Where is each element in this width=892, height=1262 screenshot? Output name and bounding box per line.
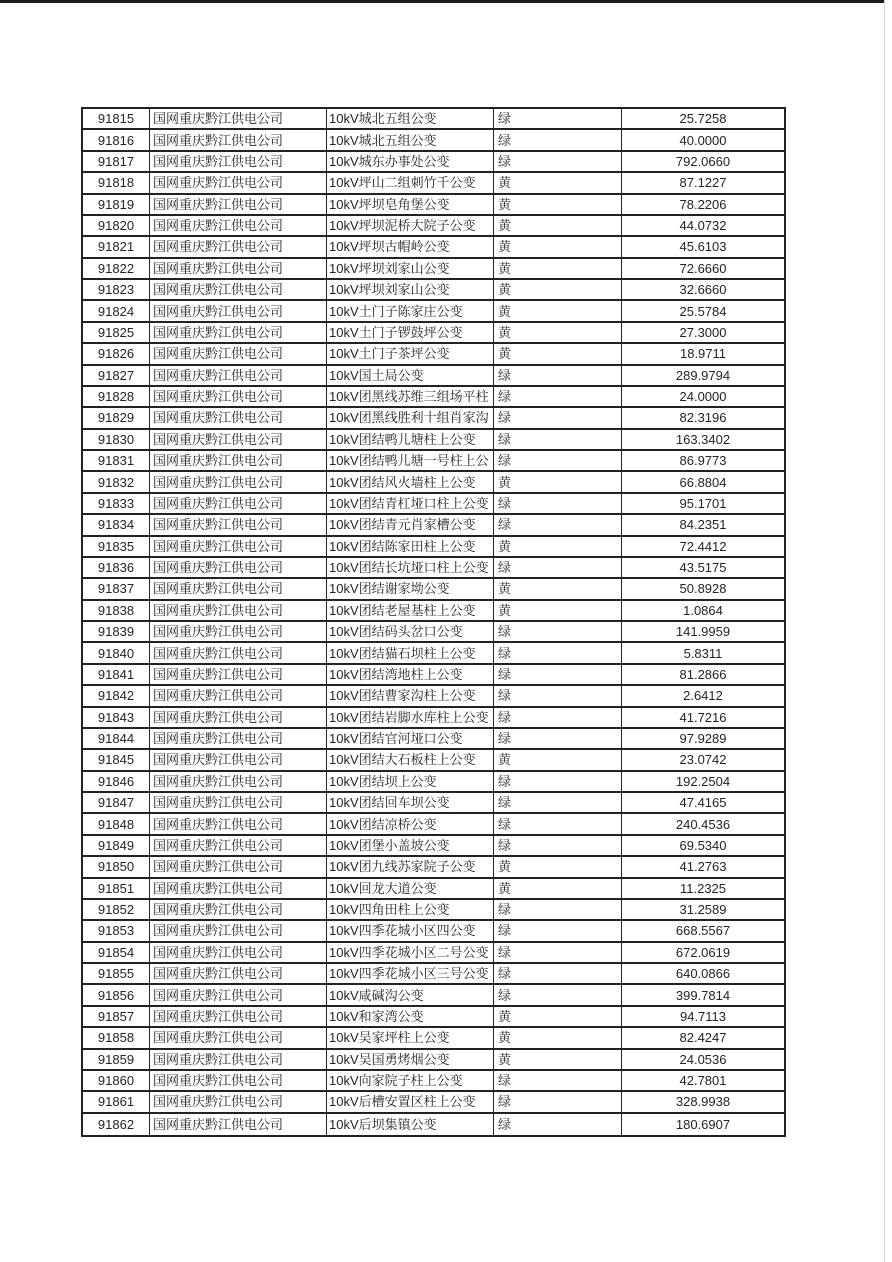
- cell-value: 18.9711: [679, 346, 727, 362]
- cell-company-name: 国网重庆黔江供电公司: [150, 301, 327, 320]
- table-row: [83, 921, 784, 942]
- table-row: [83, 130, 784, 151]
- cell-transformer-name: 10kV团结官河垭口公变: [329, 731, 463, 747]
- cell-row-id: 91826: [83, 344, 150, 363]
- table-row: [83, 237, 784, 258]
- table-row: [83, 943, 784, 964]
- cell-company-name: 国网重庆黔江供电公司: [150, 237, 327, 256]
- cell-company-name: 国网重庆黔江供电公司: [150, 921, 327, 940]
- cell-row-id: 91825: [83, 323, 150, 342]
- table-row: [83, 814, 784, 835]
- cell-company-name: 国网重庆黔江供电公司: [150, 643, 327, 662]
- table-row: [83, 985, 784, 1006]
- cell-row-id: 91845: [83, 750, 150, 769]
- table-row: [83, 836, 784, 857]
- cell-row-id: 91829: [83, 408, 150, 427]
- cell-transformer-name: 10kV城北五组公变: [329, 111, 437, 127]
- cell-row-id: 91851: [83, 879, 150, 898]
- cell-transformer-name: 10kV团结岩脚水库柱上公变: [329, 709, 489, 725]
- cell-status-color: 绿: [493, 900, 622, 919]
- cell-value: 11.2325: [679, 880, 727, 896]
- cell-company-name: 国网重庆黔江供电公司: [150, 836, 327, 855]
- cell-status-color: 绿: [493, 622, 622, 641]
- data-table: [81, 107, 786, 1137]
- cell-company-name: 国网重庆黔江供电公司: [150, 323, 327, 342]
- cell-status-color: 黄: [493, 301, 622, 320]
- cell-transformer-name: 10kV后坝集镇公变: [329, 1116, 437, 1132]
- cell-status-color: 黄: [493, 1007, 622, 1026]
- table-row: [83, 344, 784, 365]
- cell-value: 289.9794: [675, 367, 731, 383]
- cell-value: 86.9773: [679, 453, 727, 469]
- cell-value: 668.5567: [675, 923, 731, 939]
- cell-transformer-name: 10kV坪山二组刺竹千公变: [329, 175, 476, 191]
- cell-status-color: 绿: [493, 772, 622, 791]
- cell-company-name: 国网重庆黔江供电公司: [150, 729, 327, 748]
- table-row: [83, 1092, 784, 1113]
- cell-value: 180.6907: [675, 1116, 731, 1132]
- cell-value: 42.7801: [679, 1073, 727, 1089]
- cell-status-color: 绿: [493, 1092, 622, 1111]
- cell-row-id: 91858: [83, 1028, 150, 1047]
- cell-status-color: 绿: [493, 387, 622, 406]
- cell-status-color: 绿: [493, 408, 622, 427]
- table-row: [83, 665, 784, 686]
- cell-company-name: 国网重庆黔江供电公司: [150, 408, 327, 427]
- cell-status-color: 绿: [493, 130, 622, 149]
- cell-row-id: 91850: [83, 857, 150, 876]
- cell-company-name: 国网重庆黔江供电公司: [150, 109, 327, 128]
- cell-transformer-name: 10kV国土局公变: [329, 367, 424, 383]
- cell-status-color: 绿: [493, 515, 622, 534]
- table-row: [83, 879, 784, 900]
- cell-company-name: 国网重庆黔江供电公司: [150, 1071, 327, 1090]
- cell-transformer-name: 10kV土门子陈家庄公变: [329, 303, 463, 319]
- cell-value: 23.0742: [679, 752, 727, 768]
- cell-company-name: 国网重庆黔江供电公司: [150, 1028, 327, 1047]
- cell-status-color: 黄: [493, 857, 622, 876]
- cell-status-color: 绿: [493, 793, 622, 812]
- cell-value: 95.1701: [679, 495, 727, 511]
- cell-row-id: 91817: [83, 152, 150, 171]
- cell-transformer-name: 10kV团结鸭儿塘柱上公变: [329, 431, 476, 447]
- cell-row-id: 91849: [83, 836, 150, 855]
- cell-status-color: 绿: [493, 708, 622, 727]
- cell-value: 40.0000: [679, 132, 727, 148]
- cell-transformer-name: 10kV团结凉桥公变: [329, 816, 437, 832]
- cell-row-id: 91857: [83, 1007, 150, 1026]
- table-row: [83, 1007, 784, 1028]
- table-row: [83, 280, 784, 301]
- cell-status-color: 黄: [493, 216, 622, 235]
- cell-transformer-name: 10kV团堡小盖坡公变: [329, 837, 450, 853]
- cell-status-color: 绿: [493, 964, 622, 983]
- cell-value: 41.2763: [679, 859, 727, 875]
- cell-row-id: 91827: [83, 366, 150, 385]
- cell-transformer-name: 10kV四季花城小区三号公变: [329, 966, 489, 982]
- table-row: [83, 964, 784, 985]
- table-row: [83, 772, 784, 793]
- cell-value: 328.9938: [675, 1094, 731, 1110]
- cell-transformer-name: 10kV团黑线胜利十组肖家沟: [329, 410, 489, 426]
- cell-company-name: 国网重庆黔江供电公司: [150, 750, 327, 769]
- cell-row-id: 91861: [83, 1092, 150, 1111]
- cell-transformer-name: 10kV四角田柱上公变: [329, 902, 450, 918]
- cell-value: 72.4412: [679, 538, 727, 554]
- table-row: [83, 366, 784, 387]
- cell-status-color: 黄: [493, 259, 622, 278]
- cell-value: 82.4247: [679, 1030, 727, 1046]
- cell-company-name: 国网重庆黔江供电公司: [150, 515, 327, 534]
- table-row: [83, 643, 784, 664]
- cell-company-name: 国网重庆黔江供电公司: [150, 472, 327, 491]
- cell-row-id: 91833: [83, 494, 150, 513]
- cell-status-color: 黄: [493, 1028, 622, 1047]
- cell-row-id: 91822: [83, 259, 150, 278]
- table-row: [83, 900, 784, 921]
- table-row: [83, 301, 784, 322]
- table-row: [83, 430, 784, 451]
- cell-status-color: 绿: [493, 109, 622, 128]
- cell-company-name: 国网重庆黔江供电公司: [150, 900, 327, 919]
- cell-value: 87.1227: [679, 175, 727, 191]
- cell-company-name: 国网重庆黔江供电公司: [150, 964, 327, 983]
- cell-status-color: 绿: [493, 943, 622, 962]
- cell-value: 82.3196: [679, 410, 727, 426]
- cell-company-name: 国网重庆黔江供电公司: [150, 1050, 327, 1069]
- cell-company-name: 国网重庆黔江供电公司: [150, 152, 327, 171]
- table-row: [83, 173, 784, 194]
- table-row: [83, 708, 784, 729]
- cell-row-id: 91821: [83, 237, 150, 256]
- cell-status-color: 黄: [493, 323, 622, 342]
- cell-row-id: 91820: [83, 216, 150, 235]
- cell-status-color: 绿: [493, 665, 622, 684]
- cell-value: 141.9959: [675, 624, 731, 640]
- cell-row-id: 91853: [83, 921, 150, 940]
- cell-transformer-name: 10kV团结陈家田柱上公变: [329, 538, 476, 554]
- cell-company-name: 国网重庆黔江供电公司: [150, 814, 327, 833]
- cell-value: 192.2504: [675, 773, 731, 789]
- cell-value: 41.7216: [679, 709, 727, 725]
- cell-transformer-name: 10kV咸碱沟公变: [329, 987, 424, 1003]
- cell-value: 50.8928: [679, 581, 727, 597]
- cell-value: 44.0732: [679, 218, 727, 234]
- table-row: [83, 109, 784, 130]
- cell-row-id: 91859: [83, 1050, 150, 1069]
- cell-company-name: 国网重庆黔江供电公司: [150, 943, 327, 962]
- cell-value: 25.5784: [679, 303, 727, 319]
- cell-transformer-name: 10kV坪坝刘家山公变: [329, 282, 450, 298]
- cell-company-name: 国网重庆黔江供电公司: [150, 665, 327, 684]
- cell-transformer-name: 10kV城东办事处公变: [329, 153, 450, 169]
- cell-value: 640.0866: [675, 966, 731, 982]
- cell-transformer-name: 10kV吴国勇烤烟公变: [329, 1051, 450, 1067]
- cell-company-name: 国网重庆黔江供电公司: [150, 622, 327, 641]
- cell-row-id: 91839: [83, 622, 150, 641]
- cell-transformer-name: 10kV四季花城小区二号公变: [329, 944, 489, 960]
- cell-transformer-name: 10kV土门子茶坪公变: [329, 346, 450, 362]
- cell-company-name: 国网重庆黔江供电公司: [150, 451, 327, 470]
- cell-transformer-name: 10kV后槽安置区柱上公变: [329, 1094, 476, 1110]
- cell-company-name: 国网重庆黔江供电公司: [150, 879, 327, 898]
- cell-company-name: 国网重庆黔江供电公司: [150, 259, 327, 278]
- cell-row-id: 91860: [83, 1071, 150, 1090]
- cell-value: 24.0536: [679, 1051, 727, 1067]
- cell-transformer-name: 10kV团结老屋基柱上公变: [329, 602, 476, 618]
- cell-row-id: 91840: [83, 643, 150, 662]
- cell-transformer-name: 10kV团结猫石坝柱上公变: [329, 645, 476, 661]
- cell-row-id: 91818: [83, 173, 150, 192]
- cell-status-color: 绿: [493, 1071, 622, 1090]
- cell-row-id: 91837: [83, 579, 150, 598]
- table-row: [83, 579, 784, 600]
- cell-row-id: 91842: [83, 686, 150, 705]
- cell-status-color: 黄: [493, 280, 622, 299]
- cell-value: 163.3402: [675, 431, 731, 447]
- cell-company-name: 国网重庆黔江供电公司: [150, 708, 327, 727]
- cell-status-color: 黄: [493, 344, 622, 363]
- table-row: [83, 857, 784, 878]
- table-row: [83, 259, 784, 280]
- table-row: [83, 1071, 784, 1092]
- cell-status-color: 黄: [493, 579, 622, 598]
- cell-transformer-name: 10kV团九线苏家院子公变: [329, 859, 476, 875]
- cell-company-name: 国网重庆黔江供电公司: [150, 387, 327, 406]
- cell-company-name: 国网重庆黔江供电公司: [150, 558, 327, 577]
- cell-row-id: 91852: [83, 900, 150, 919]
- cell-transformer-name: 10kV坪坝皂角堡公变: [329, 196, 450, 212]
- cell-company-name: 国网重庆黔江供电公司: [150, 537, 327, 556]
- table-row: [83, 323, 784, 344]
- cell-transformer-name: 10kV团结曹家沟柱上公变: [329, 688, 476, 704]
- cell-transformer-name: 10kV坪坝泥桥大院子公变: [329, 218, 476, 234]
- cell-transformer-name: 10kV城北五组公变: [329, 132, 437, 148]
- table-row: [83, 622, 784, 643]
- page-right-edge-line: [884, 0, 885, 1262]
- cell-transformer-name: 10kV回龙大道公变: [329, 880, 437, 896]
- table-row: [83, 472, 784, 493]
- cell-row-id: 91862: [83, 1114, 150, 1135]
- cell-status-color: 绿: [493, 985, 622, 1004]
- cell-transformer-name: 10kV坪坝刘家山公变: [329, 260, 450, 276]
- cell-row-id: 91846: [83, 772, 150, 791]
- cell-row-id: 91819: [83, 195, 150, 214]
- cell-company-name: 国网重庆黔江供电公司: [150, 579, 327, 598]
- cell-row-id: 91830: [83, 430, 150, 449]
- cell-row-id: 91844: [83, 729, 150, 748]
- cell-status-color: 绿: [493, 643, 622, 662]
- cell-row-id: 91856: [83, 985, 150, 1004]
- cell-status-color: 黄: [493, 750, 622, 769]
- cell-transformer-name: 10kV坪坝古帽岭公变: [329, 239, 450, 255]
- cell-row-id: 91824: [83, 301, 150, 320]
- cell-status-color: 绿: [493, 836, 622, 855]
- cell-row-id: 91831: [83, 451, 150, 470]
- table-row: [83, 216, 784, 237]
- cell-row-id: 91847: [83, 793, 150, 812]
- table-row: [83, 558, 784, 579]
- cell-status-color: 绿: [493, 921, 622, 940]
- page-top-edge-line: [0, 0, 884, 3]
- cell-status-color: 绿: [493, 451, 622, 470]
- cell-transformer-name: 10kV团结长坑垭口柱上公变: [329, 560, 489, 576]
- cell-value: 97.9289: [679, 731, 727, 747]
- cell-company-name: 国网重庆黔江供电公司: [150, 985, 327, 1004]
- cell-company-name: 国网重庆黔江供电公司: [150, 857, 327, 876]
- cell-transformer-name: 10kV团结坝上公变: [329, 773, 437, 789]
- cell-company-name: 国网重庆黔江供电公司: [150, 494, 327, 513]
- table-row: [83, 1028, 784, 1049]
- cell-row-id: 91815: [83, 109, 150, 128]
- cell-row-id: 91832: [83, 472, 150, 491]
- table-row: [83, 686, 784, 707]
- table-row: [83, 750, 784, 771]
- cell-row-id: 91848: [83, 814, 150, 833]
- cell-transformer-name: 10kV吴家坪柱上公变: [329, 1030, 450, 1046]
- table-row: [83, 1050, 784, 1071]
- table-row: [83, 1114, 784, 1135]
- cell-value: 2.6412: [683, 688, 723, 704]
- cell-company-name: 国网重庆黔江供电公司: [150, 601, 327, 620]
- cell-value: 81.2866: [679, 666, 727, 682]
- table-row: [83, 408, 784, 429]
- cell-row-id: 91838: [83, 601, 150, 620]
- table-row: [83, 793, 784, 814]
- cell-status-color: 绿: [493, 1114, 622, 1135]
- table-row: [83, 451, 784, 472]
- cell-status-color: 绿: [493, 729, 622, 748]
- table-row: [83, 494, 784, 515]
- table-row: [83, 152, 784, 173]
- cell-company-name: 国网重庆黔江供电公司: [150, 195, 327, 214]
- cell-transformer-name: 10kV团结风火墙柱上公变: [329, 474, 476, 490]
- cell-row-id: 91855: [83, 964, 150, 983]
- cell-value: 47.4165: [679, 795, 727, 811]
- cell-value: 792.0660: [675, 153, 731, 169]
- cell-status-color: 黄: [493, 472, 622, 491]
- cell-transformer-name: 10kV团结回车坝公变: [329, 795, 450, 811]
- cell-value: 399.7814: [675, 987, 731, 1003]
- cell-status-color: 绿: [493, 558, 622, 577]
- cell-company-name: 国网重庆黔江供电公司: [150, 1007, 327, 1026]
- cell-transformer-name: 10kV团结鸭儿塘一号柱上公: [329, 453, 489, 469]
- cell-status-color: 黄: [493, 195, 622, 214]
- cell-value: 24.0000: [679, 389, 727, 405]
- cell-status-color: 绿: [493, 814, 622, 833]
- cell-status-color: 黄: [493, 1050, 622, 1069]
- table-row: [83, 729, 784, 750]
- cell-transformer-name: 10kV团结码头岔口公变: [329, 624, 463, 640]
- cell-value: 32.6660: [679, 282, 727, 298]
- cell-row-id: 91843: [83, 708, 150, 727]
- cell-row-id: 91854: [83, 943, 150, 962]
- cell-company-name: 国网重庆黔江供电公司: [150, 130, 327, 149]
- cell-status-color: 绿: [493, 686, 622, 705]
- cell-status-color: 绿: [493, 366, 622, 385]
- cell-row-id: 91828: [83, 387, 150, 406]
- cell-company-name: 国网重庆黔江供电公司: [150, 280, 327, 299]
- cell-value: 94.7113: [679, 1008, 727, 1024]
- cell-transformer-name: 10kV团结青元肖家槽公变: [329, 517, 476, 533]
- table-row: [83, 601, 784, 622]
- cell-value: 45.6103: [679, 239, 727, 255]
- cell-company-name: 国网重庆黔江供电公司: [150, 216, 327, 235]
- cell-value: 5.8311: [683, 645, 723, 661]
- cell-value: 1.0864: [683, 602, 723, 618]
- cell-company-name: 国网重庆黔江供电公司: [150, 793, 327, 812]
- cell-status-color: 黄: [493, 237, 622, 256]
- cell-status-color: 黄: [493, 537, 622, 556]
- cell-row-id: 91835: [83, 537, 150, 556]
- cell-company-name: 国网重庆黔江供电公司: [150, 772, 327, 791]
- cell-status-color: 绿: [493, 430, 622, 449]
- cell-value: 43.5175: [679, 560, 727, 576]
- cell-company-name: 国网重庆黔江供电公司: [150, 686, 327, 705]
- cell-value: 84.2351: [679, 517, 727, 533]
- cell-status-color: 绿: [493, 152, 622, 171]
- cell-status-color: 绿: [493, 494, 622, 513]
- cell-company-name: 国网重庆黔江供电公司: [150, 430, 327, 449]
- cell-company-name: 国网重庆黔江供电公司: [150, 1114, 327, 1135]
- cell-transformer-name: 10kV团结青杠垭口柱上公变: [329, 495, 489, 511]
- cell-row-id: 91836: [83, 558, 150, 577]
- cell-value: 27.3000: [679, 324, 727, 340]
- cell-status-color: 黄: [493, 879, 622, 898]
- cell-transformer-name: 10kV团结湾地柱上公变: [329, 666, 463, 682]
- cell-transformer-name: 10kV土门子锣鼓坪公变: [329, 324, 463, 340]
- table-row: [83, 515, 784, 536]
- cell-row-id: 91816: [83, 130, 150, 149]
- cell-status-color: 黄: [493, 173, 622, 192]
- cell-transformer-name: 10kV团结大石板柱上公变: [329, 752, 476, 768]
- cell-value: 31.2589: [679, 902, 727, 918]
- cell-value: 69.5340: [679, 837, 727, 853]
- table-row: [83, 195, 784, 216]
- cell-company-name: 国网重庆黔江供电公司: [150, 1092, 327, 1111]
- cell-value: 66.8804: [679, 474, 727, 490]
- cell-company-name: 国网重庆黔江供电公司: [150, 366, 327, 385]
- cell-value: 72.6660: [679, 260, 727, 276]
- cell-transformer-name: 10kV团黑线苏维三组场平柱: [329, 389, 489, 405]
- cell-row-id: 91841: [83, 665, 150, 684]
- cell-transformer-name: 10kV向家院子柱上公变: [329, 1073, 463, 1089]
- cell-company-name: 国网重庆黔江供电公司: [150, 173, 327, 192]
- cell-transformer-name: 10kV四季花城小区四公变: [329, 923, 476, 939]
- cell-status-color: 黄: [493, 601, 622, 620]
- cell-row-id: 91823: [83, 280, 150, 299]
- cell-value: 672.0619: [675, 944, 731, 960]
- cell-value: 25.7258: [679, 111, 727, 127]
- cell-transformer-name: 10kV和家湾公变: [329, 1008, 424, 1024]
- cell-value: 240.4536: [675, 816, 731, 832]
- cell-value: 78.2206: [679, 196, 727, 212]
- table-row: [83, 387, 784, 408]
- table-row: [83, 537, 784, 558]
- cell-row-id: 91834: [83, 515, 150, 534]
- cell-transformer-name: 10kV团结谢家坳公变: [329, 581, 450, 597]
- cell-company-name: 国网重庆黔江供电公司: [150, 344, 327, 363]
